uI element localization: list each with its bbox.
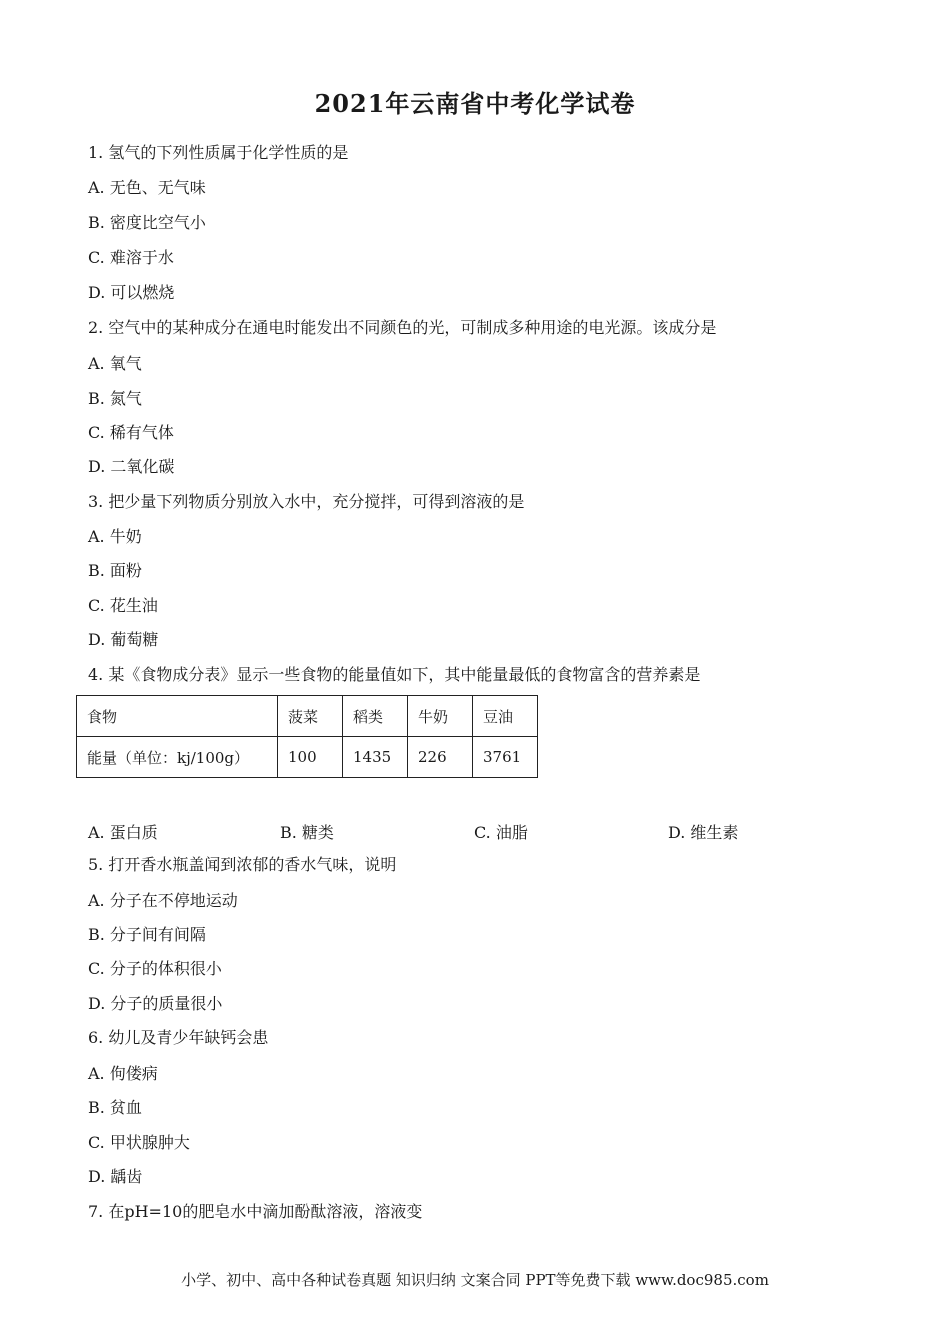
- q4-option-a: A. 蛋白质: [88, 823, 158, 842]
- q4-option-b: B. 糖类: [280, 823, 334, 842]
- q5-option-d: D. 分子的质量很小: [88, 994, 223, 1013]
- q3-option-c: C. 花生油: [88, 596, 158, 615]
- q1-option-a: A. 无色、无气味: [88, 178, 206, 197]
- table-cell: 100: [278, 737, 343, 778]
- q6-option-d: D. 龋齿: [88, 1167, 143, 1186]
- question-7: 7. 在pH=10的肥皂水中滴加酚酞溶液，溶液变: [88, 1202, 423, 1221]
- question-3: 3. 把少量下列物质分别放入水中，充分搅拌，可得到溶液的是: [88, 492, 525, 511]
- question-6: 6. 幼儿及青少年缺钙会患: [88, 1028, 269, 1047]
- table-cell: 226: [408, 737, 473, 778]
- table-row: [77, 696, 538, 737]
- page-title: 2021年云南省中考化学试卷: [314, 89, 636, 118]
- q2-option-c: C. 稀有气体: [88, 423, 174, 442]
- question-4: 4. 某《食物成分表》显示一些食物的能量值如下，其中能量最低的食物富含的营养素是: [88, 665, 701, 684]
- question-2: 2. 空气中的某种成分在通电时能发出不同颜色的光，可制成多种用途的电光源。该成分是: [88, 318, 717, 337]
- table-cell: 稻类: [343, 696, 408, 737]
- table-cell: 1435: [343, 737, 408, 778]
- q3-option-a: A. 牛奶: [88, 527, 142, 546]
- question-1: 1. 氢气的下列性质属于化学性质的是: [88, 143, 349, 162]
- q5-option-c: C. 分子的体积很小: [88, 959, 222, 978]
- q1-option-d: D. 可以燃烧: [88, 283, 175, 302]
- question-5: 5. 打开香水瓶盖闻到浓郁的香水气味，说明: [88, 855, 397, 874]
- q2-option-b: B. 氮气: [88, 389, 142, 408]
- q5-option-b: B. 分子间有间隔: [88, 925, 206, 944]
- food-energy-table: [76, 695, 538, 778]
- table-cell: 食物: [77, 696, 278, 737]
- footer-text: 小学、初中、高中各种试卷真题 知识归纳 文案合同 PPT等免费下载 www.doc985.com: [181, 1271, 769, 1289]
- q4-option-c: C. 油脂: [474, 823, 528, 842]
- table-cell: 能量（单位：kj/100g）: [77, 737, 278, 778]
- q2-option-a: A. 氧气: [88, 354, 142, 373]
- table-cell: 菠菜: [278, 696, 343, 737]
- q4-options: [88, 820, 788, 840]
- q6-option-c: C. 甲状腺肿大: [88, 1133, 190, 1152]
- q1-option-c: C. 难溶于水: [88, 248, 174, 267]
- q3-option-d: D. 葡萄糖: [88, 630, 159, 649]
- q2-option-d: D. 二氧化碳: [88, 457, 175, 476]
- q1-option-b: B. 密度比空气小: [88, 213, 206, 232]
- q5-option-a: A. 分子在不停地运动: [88, 891, 238, 910]
- q4-option-d: D. 维生素: [668, 823, 739, 842]
- q6-option-a: A. 佝偻病: [88, 1064, 158, 1083]
- table-cell: 3761: [473, 737, 538, 778]
- q6-option-b: B. 贫血: [88, 1098, 142, 1117]
- table-cell: 牛奶: [408, 696, 473, 737]
- q3-option-b: B. 面粉: [88, 561, 142, 580]
- table-cell: 豆油: [473, 696, 538, 737]
- table-row: [77, 737, 538, 778]
